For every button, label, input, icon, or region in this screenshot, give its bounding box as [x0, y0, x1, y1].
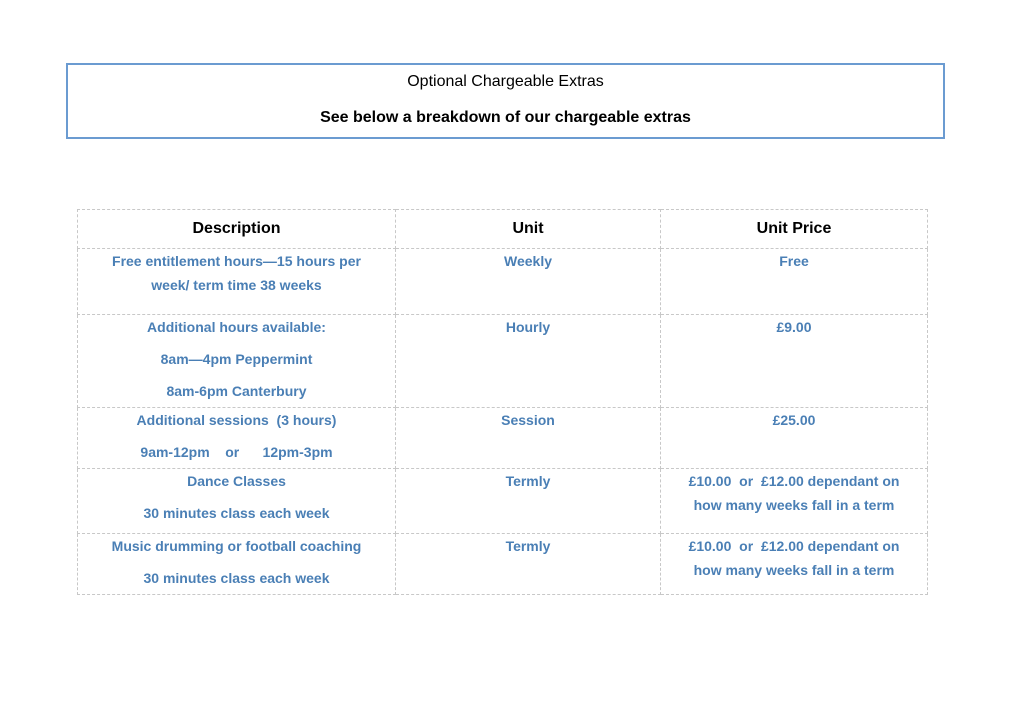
price-cell — [661, 315, 928, 408]
page-subtitle: See below a breakdown of our chargeable extras — [320, 109, 691, 126]
page-title: Optional Chargeable Extras — [407, 73, 604, 90]
description-line: Dance Classes — [187, 473, 286, 489]
price-cell — [661, 469, 928, 534]
extras-table — [77, 209, 928, 595]
description-line: Additional sessions (3 hours) — [136, 412, 337, 428]
description-cell — [78, 408, 396, 469]
unit-cell — [396, 469, 661, 534]
description-line: 9am-12pm or 12pm-3pm — [140, 444, 333, 460]
description-cell — [78, 249, 396, 315]
description-cell — [78, 469, 396, 534]
price-value: £25.00 — [772, 412, 816, 428]
table-row — [78, 534, 928, 595]
table-header-row — [78, 210, 928, 249]
description-line: 30 minutes class each week — [143, 505, 330, 521]
description-line: week/ term time 38 weeks — [151, 277, 322, 293]
price-value: £10.00 or £12.00 dependant on — [688, 473, 900, 489]
unit-value: Hourly — [505, 319, 551, 335]
price-value: how many weeks fall in a term — [693, 562, 895, 578]
price-value: how many weeks fall in a term — [693, 497, 895, 513]
column-header-unit: Unit — [396, 210, 661, 249]
column-header-description: Description — [78, 210, 396, 249]
table-row — [78, 469, 928, 534]
description-line: Additional hours available: — [147, 319, 326, 335]
unit-value: Session — [501, 412, 555, 428]
price-cell — [661, 534, 928, 595]
description-line: 8am-6pm Canterbury — [166, 383, 307, 399]
price-value: £9.00 — [776, 319, 812, 335]
unit-cell — [396, 534, 661, 595]
description-line: 8am—4pm Peppermint — [160, 351, 313, 367]
unit-cell — [396, 408, 661, 469]
description-line: 30 minutes class each week — [143, 570, 330, 586]
table-row — [78, 249, 928, 315]
description-cell — [78, 534, 396, 595]
unit-value: Weekly — [504, 253, 552, 269]
description-line: Music drumming or football coaching — [111, 538, 362, 554]
unit-cell — [396, 249, 661, 315]
price-value: Free — [779, 253, 809, 269]
description-cell — [78, 315, 396, 408]
unit-cell — [396, 315, 661, 408]
price-cell — [661, 249, 928, 315]
price-value: £10.00 or £12.00 dependant on — [688, 538, 900, 554]
unit-value: Termly — [505, 473, 551, 489]
price-cell — [661, 408, 928, 469]
table-row — [78, 408, 928, 469]
table-row — [78, 315, 928, 408]
column-header-unit-price: Unit Price — [661, 210, 928, 249]
description-line: Free entitlement hours—15 hours per — [112, 253, 361, 269]
unit-value: Termly — [505, 538, 551, 554]
header-box — [66, 63, 945, 139]
